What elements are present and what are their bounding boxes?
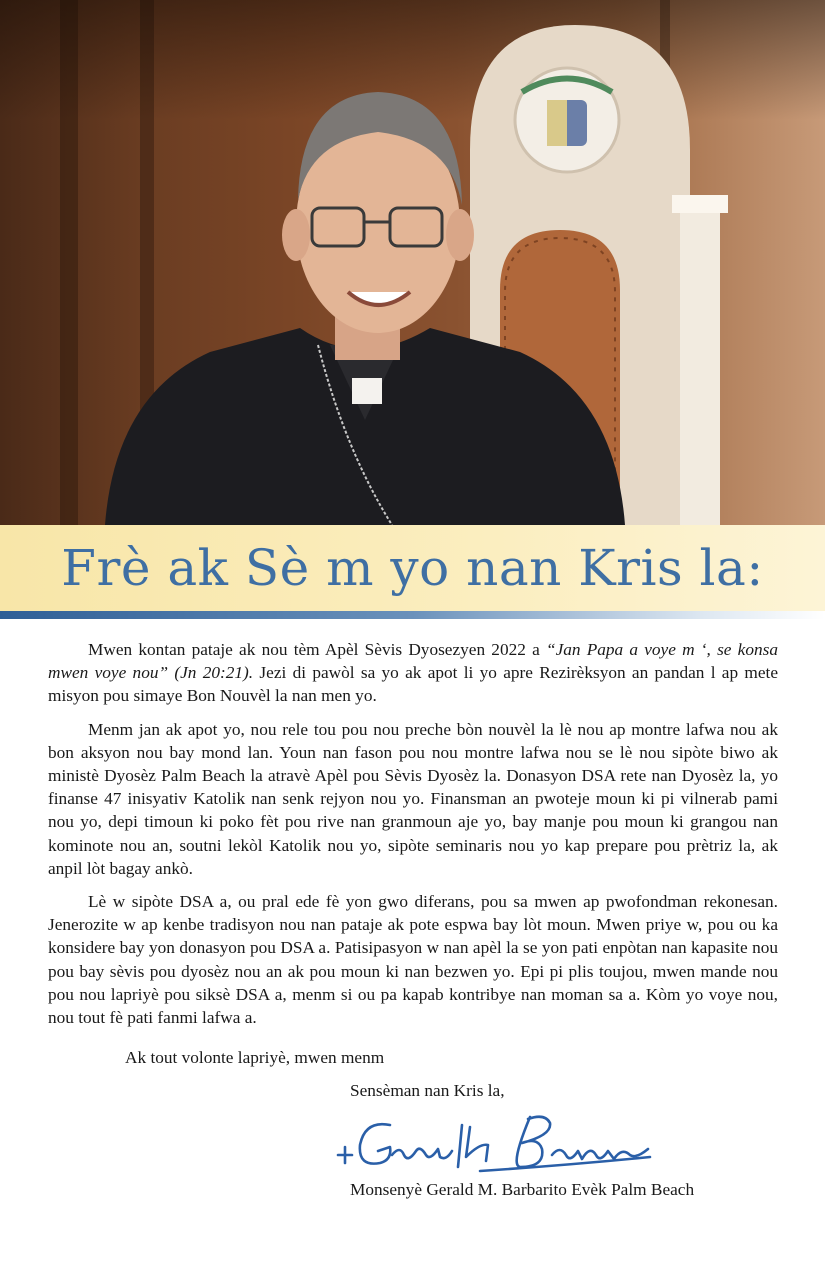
divider-rule bbox=[0, 611, 825, 619]
signer-name: Monsenyè Gerald M. Barbarito Evèk Palm Beach bbox=[350, 1180, 695, 1199]
title-band bbox=[0, 525, 825, 613]
paragraph-1: Mwen kontan pataje ak nou tèm Apèl Sèvis Dyosezyen 2022 a “Jan Papa a voye m ‘, se konsa mwen voye nou” (Jn 20:21). Jezi di pawòl sa yo ak apot li yo apre Rezirèksyon an pandan l ap mete misyon pou simaye Bon Nouvèl la nan men yo. bbox=[48, 640, 778, 706]
theme-quote: “Jan Papa a voye m ‘, se konsa mwen voye nou” (Jn 20:21). bbox=[48, 640, 778, 683]
paragraph-3: Lè w sipòte DSA a, ou pral ede fè yon gwo diferans, pou sa mwen ap pwofondman rekonesan. Jenerozite w ap kenbe tradisyon nou nan pataje ak pote espwa bay lòt moun. Mwen priye w, pou ou ka konsidere bay yon donasyon pou DSA a. Patisipasyon w nan apèl la se yon pati enpòtan nan kapasite nou pou bay sèvis pou dyosèz nou an ak pou moun ki nan bezwen yo. Epi pi plis toujou, mwen mande nou pou nou lapriyè pou siksè DSA a, menm si ou pa kapab kontribye nan moman sa a. Kòm yo voye nou, nou tout fè pati fanmi lafwa a. bbox=[48, 892, 778, 1028]
valediction: Sensèman nan Kris la, bbox=[350, 1081, 505, 1100]
letter-greeting-title: Frè ak Sè m yo nan Kris la: bbox=[61, 539, 764, 597]
bishop-portrait-photo bbox=[0, 0, 825, 525]
paragraph-2: Menm jan ak apot yo, nou rele tou pou nou preche bòn nouvèl la lè nou ap montre lafwa nou ak bon aksyon nou bay mond lan. Youn nan fason pou nou montre lafwa nou se lè nou sipòte biwo ak ministè Dyosèz Palm Beach la atravè Apèl pou Sèvis Dyosèz la. Donasyon DSA rete nan Dyosèz la, yo finanse 47 inisyativ Katolik nan senk rejyon nou yo. Finansman an pwoteje moun ki pi vilnerab pami nou yo, depi timoun ki poko fèt pou rive nan granmoun aje yo, bay manje pou moun ki grangou nan kominote nou an, soutni lekòl Katolik nou yo, sipòte seminaris nou yo kap prepare pou prètriz la, ak anpil lòt bagay ankò. bbox=[48, 719, 778, 878]
handwritten-signature bbox=[330, 1105, 660, 1180]
letter-body bbox=[48, 638, 778, 1039]
closing-line: Ak tout volonte lapriyè, mwen menm bbox=[125, 1048, 385, 1067]
